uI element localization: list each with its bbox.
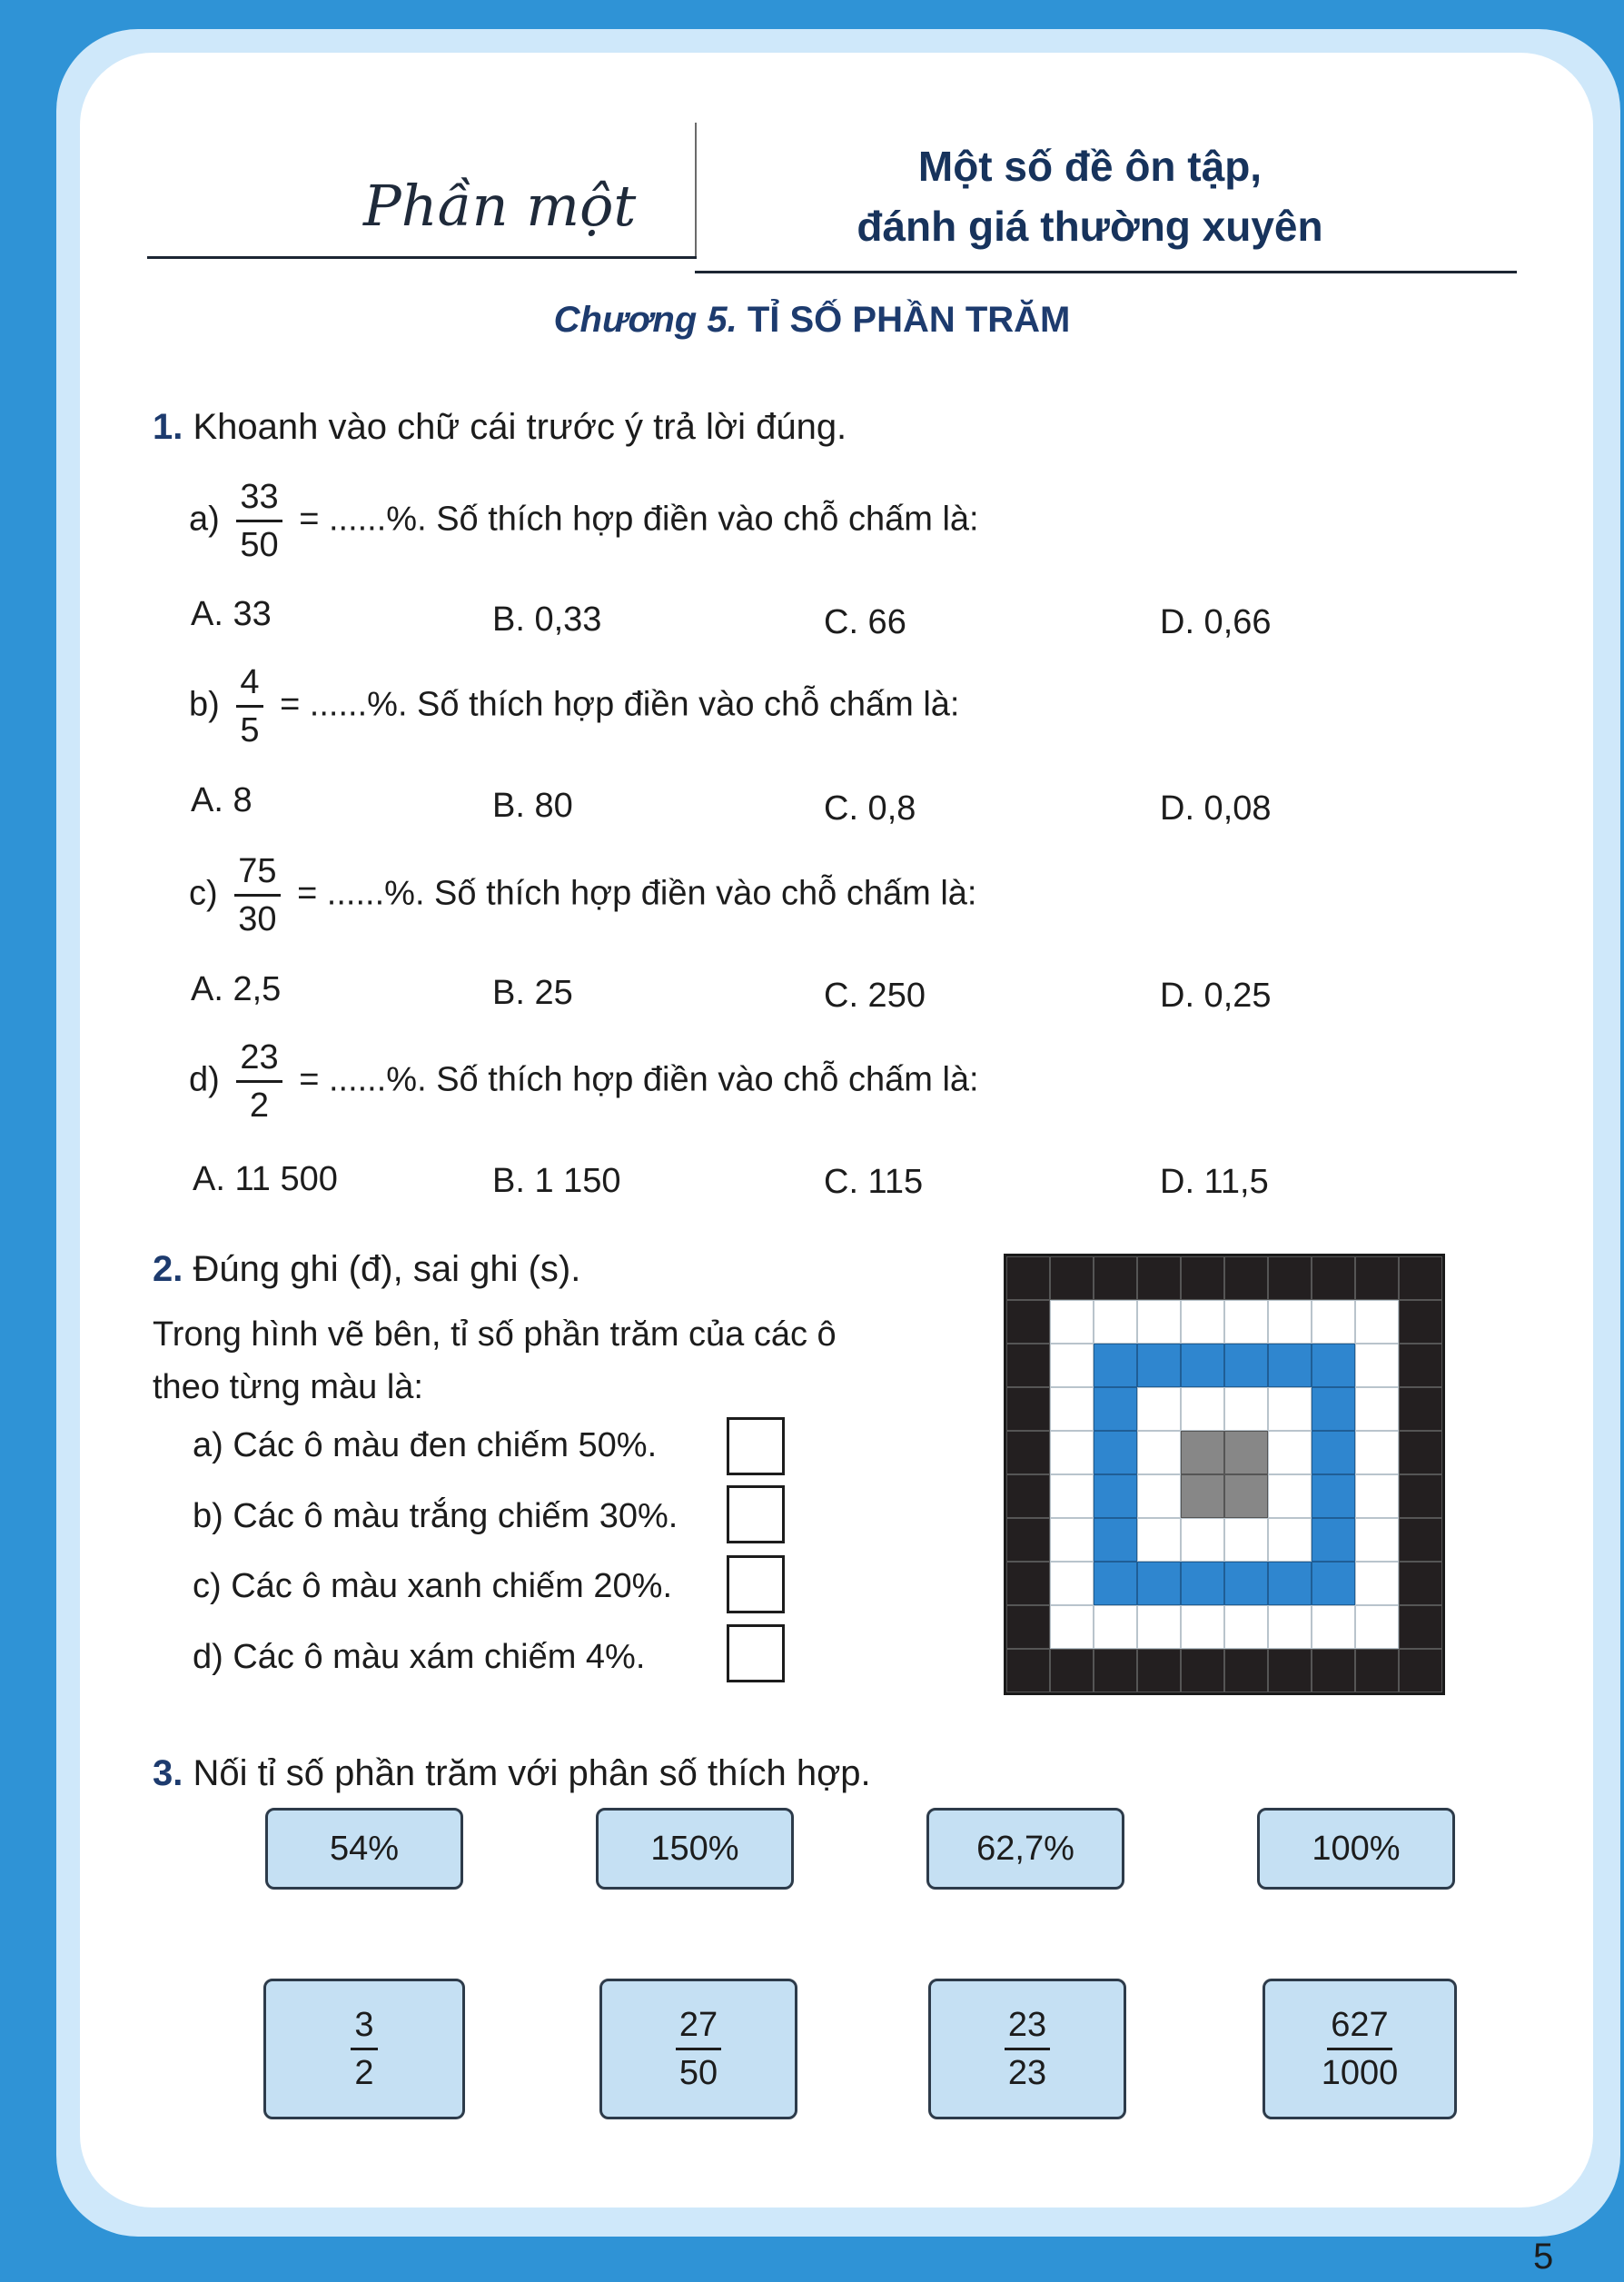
q1b-option-b[interactable]: B. 80 <box>492 787 573 825</box>
q2-answer-box-c[interactable] <box>727 1555 785 1613</box>
q2-statement-d: d) Các ô màu xám chiếm 4%. <box>193 1638 646 1676</box>
grid-cell <box>1137 1431 1181 1474</box>
fraction-card-3-value <box>1005 2008 1050 2090</box>
grid-cell <box>1399 1431 1442 1474</box>
header-rule-right <box>695 271 1517 273</box>
q1d-tail: = ......%. Số thích hợp điền vào chỗ chấm là: <box>299 1060 979 1099</box>
grid-cell <box>1268 1474 1312 1518</box>
grid-cell <box>1399 1300 1442 1344</box>
q1a-tail: = ......%. Số thích hợp điền vào chỗ chấm là: <box>299 500 979 539</box>
grid-cell <box>1094 1344 1137 1387</box>
q1d-option-a[interactable]: A. 11 500 <box>193 1160 338 1198</box>
grid-cell <box>1355 1649 1399 1692</box>
grid-cell <box>1006 1562 1050 1605</box>
q2-answer-box-b[interactable] <box>727 1485 785 1543</box>
q1b-option-c[interactable]: C. 0,8 <box>824 789 916 828</box>
q2-answer-box-a[interactable] <box>727 1417 785 1475</box>
grid-cell <box>1224 1344 1268 1387</box>
grid-cell <box>1224 1300 1268 1344</box>
q1d-label: d) <box>189 1060 220 1099</box>
grid-cell <box>1224 1649 1268 1692</box>
section-title <box>718 136 1462 256</box>
grid-cell <box>1312 1256 1355 1300</box>
grid-cell <box>1094 1300 1137 1344</box>
grid-cell <box>1224 1605 1268 1649</box>
percent-card-3[interactable]: 62,7% <box>926 1808 1124 1890</box>
q1c-option-a[interactable]: A. 2,5 <box>191 970 282 1008</box>
q1-number: 1. <box>153 407 183 447</box>
fraction-card-4[interactable] <box>1263 1979 1457 2119</box>
q2-intro-line2: theo từng màu là: <box>153 1368 423 1406</box>
grid-cell <box>1355 1605 1399 1649</box>
q3-number: 3. <box>153 1753 183 1793</box>
q2-intro <box>153 1308 837 1414</box>
q1-instruction: Khoanh vào chữ cái trước ý trả lời đúng. <box>193 407 847 447</box>
grid-cell <box>1181 1518 1224 1562</box>
grid-cell <box>1094 1605 1137 1649</box>
section-title-line2: đánh giá thường xuyên <box>857 203 1323 250</box>
grid-cell <box>1181 1431 1224 1474</box>
q1a-fraction <box>236 480 282 562</box>
grid-cell <box>1355 1562 1399 1605</box>
grid-cell <box>1137 1562 1181 1605</box>
q1c-option-b[interactable]: B. 25 <box>492 974 573 1012</box>
grid-cell <box>1312 1562 1355 1605</box>
grid-cell <box>1006 1474 1050 1518</box>
q1c-den: 30 <box>238 900 277 938</box>
q1b-option-d[interactable]: D. 0,08 <box>1160 789 1272 828</box>
grid-cell <box>1050 1649 1094 1692</box>
grid-cell <box>1094 1518 1137 1562</box>
grid-cell <box>1181 1344 1224 1387</box>
grid-cell <box>1224 1474 1268 1518</box>
grid-cell <box>1268 1344 1312 1387</box>
grid-cell <box>1312 1474 1355 1518</box>
q1b-option-a[interactable]: A. 8 <box>191 781 253 819</box>
grid-cell <box>1137 1300 1181 1344</box>
grid-cell <box>1399 1474 1442 1518</box>
grid-cell <box>1268 1387 1312 1431</box>
grid-cell <box>1355 1300 1399 1344</box>
grid-cell <box>1355 1474 1399 1518</box>
grid-cell <box>1181 1562 1224 1605</box>
q1a-num: 33 <box>236 480 282 522</box>
q1d-prompt <box>189 1040 979 1123</box>
grid-cell <box>1050 1605 1094 1649</box>
q1a-prompt <box>189 480 979 562</box>
q1b-tail: = ......%. Số thích hợp điền vào chỗ chấm là: <box>280 685 960 724</box>
grid-cell <box>1399 1605 1442 1649</box>
q1b-fraction <box>236 665 262 748</box>
grid-cell <box>1137 1387 1181 1431</box>
grid-cell <box>1312 1518 1355 1562</box>
grid-cell <box>1050 1387 1094 1431</box>
grid-cell <box>1399 1562 1442 1605</box>
grid-cell <box>1355 1256 1399 1300</box>
grid-cell <box>1006 1300 1050 1344</box>
fraction-card-1-value <box>351 2008 377 2090</box>
q3-heading <box>153 1753 871 1794</box>
q1c-label: c) <box>189 874 218 913</box>
grid-cell <box>1181 1256 1224 1300</box>
fraction-card-3-den: 23 <box>1007 2054 1047 2092</box>
grid-cell <box>1355 1344 1399 1387</box>
grid-cell <box>1224 1562 1268 1605</box>
q1d-option-d[interactable]: D. 11,5 <box>1160 1163 1269 1201</box>
grid-cell <box>1312 1344 1355 1387</box>
grid-cell <box>1224 1256 1268 1300</box>
grid-cell <box>1094 1387 1137 1431</box>
grid-cell <box>1050 1474 1094 1518</box>
grid-cell <box>1094 1431 1137 1474</box>
q3-instruction: Nối tỉ số phần trăm với phân số thích hợp. <box>193 1753 871 1793</box>
grid-cell <box>1181 1387 1224 1431</box>
q1c-num: 75 <box>234 854 280 897</box>
section-title-line1: Một số đề ôn tập, <box>917 143 1263 190</box>
grid-cell <box>1268 1605 1312 1649</box>
q1d-option-b[interactable]: B. 1 150 <box>492 1162 621 1200</box>
q1d-fraction <box>236 1040 282 1123</box>
grid-cell <box>1268 1256 1312 1300</box>
chapter-name: TỈ SỐ PHẦN TRĂM <box>747 300 1071 340</box>
grid-cell <box>1268 1300 1312 1344</box>
grid-cell <box>1399 1256 1442 1300</box>
fraction-card-4-num: 627 <box>1327 2008 1391 2050</box>
grid-cell <box>1181 1605 1224 1649</box>
fraction-card-3-num: 23 <box>1005 2008 1050 2050</box>
grid-cell <box>1050 1562 1094 1605</box>
fraction-card-2-num: 27 <box>676 2008 721 2050</box>
header-divider <box>695 123 697 259</box>
grid-cell <box>1399 1344 1442 1387</box>
grid-cell <box>1094 1474 1137 1518</box>
percent-card-4[interactable]: 100% <box>1257 1808 1455 1890</box>
grid-cell <box>1094 1562 1137 1605</box>
grid-cell <box>1355 1518 1399 1562</box>
q2-intro-line1: Trong hình vẽ bên, tỉ số phần trăm của các ô <box>153 1315 837 1354</box>
grid-cell <box>1137 1256 1181 1300</box>
grid-cell <box>1355 1431 1399 1474</box>
q2-instruction: Đúng ghi (đ), sai ghi (s). <box>193 1249 581 1289</box>
fraction-card-1[interactable] <box>263 1979 465 2119</box>
grid-cell <box>1006 1431 1050 1474</box>
grid-cell <box>1050 1300 1094 1344</box>
q1a-den: 50 <box>240 526 279 564</box>
grid-cell <box>1399 1518 1442 1562</box>
grid-cell <box>1268 1562 1312 1605</box>
page-number: 5 <box>1533 2237 1554 2277</box>
grid-cell <box>1006 1649 1050 1692</box>
grid-cell <box>1312 1300 1355 1344</box>
grid-cell <box>1355 1387 1399 1431</box>
q1c-option-d[interactable]: D. 0,25 <box>1160 977 1272 1015</box>
grid-cell <box>1094 1256 1137 1300</box>
percent-card-1[interactable]: 54% <box>265 1808 463 1890</box>
grid-cell <box>1224 1431 1268 1474</box>
fraction-card-2[interactable] <box>599 1979 797 2119</box>
q1d-den: 2 <box>249 1086 270 1125</box>
grid-cell <box>1050 1518 1094 1562</box>
grid-cell <box>1312 1387 1355 1431</box>
q1b-prompt <box>189 665 959 748</box>
q1a-label: a) <box>189 500 220 539</box>
q2-statement-b: b) Các ô màu trắng chiếm 30%. <box>193 1497 678 1535</box>
q1c-fraction <box>234 854 280 937</box>
grid-cell <box>1312 1649 1355 1692</box>
grid-cell <box>1224 1387 1268 1431</box>
grid-cell <box>1006 1605 1050 1649</box>
grid-cell <box>1006 1256 1050 1300</box>
header-rule-left <box>147 256 697 259</box>
fraction-card-4-value <box>1322 2008 1399 2090</box>
q2-heading <box>153 1249 580 1290</box>
grid-cell <box>1137 1649 1181 1692</box>
percent-card-2[interactable]: 150% <box>596 1808 794 1890</box>
grid-cell <box>1268 1431 1312 1474</box>
q1b-num: 4 <box>236 665 262 708</box>
grid-cell <box>1006 1518 1050 1562</box>
chapter-prefix: Chương 5. <box>553 300 738 340</box>
fraction-card-2-den: 50 <box>678 2054 718 2092</box>
grid-cell <box>1399 1649 1442 1692</box>
q1-heading <box>153 407 847 448</box>
q1a-option-a[interactable]: A. 33 <box>191 595 272 633</box>
grid-cell <box>1181 1474 1224 1518</box>
grid-cell <box>1268 1518 1312 1562</box>
grid-cell <box>1050 1431 1094 1474</box>
grid-cell <box>1268 1649 1312 1692</box>
fraction-card-3[interactable] <box>928 1979 1126 2119</box>
grid-cell <box>1137 1474 1181 1518</box>
q1b-den: 5 <box>240 711 260 749</box>
grid-cell <box>1137 1518 1181 1562</box>
chapter-title <box>0 300 1624 341</box>
q1a-option-c[interactable]: C. 66 <box>824 603 906 641</box>
grid-cell <box>1094 1649 1137 1692</box>
q1b-label: b) <box>189 685 220 724</box>
grid-cell <box>1312 1605 1355 1649</box>
grid-cell <box>1006 1344 1050 1387</box>
grid-cell <box>1050 1344 1094 1387</box>
q1a-option-d[interactable]: D. 0,66 <box>1160 603 1272 641</box>
color-grid-figure <box>1004 1254 1445 1695</box>
grid-cell <box>1181 1300 1224 1344</box>
grid-cell <box>1137 1605 1181 1649</box>
grid-cell <box>1181 1649 1224 1692</box>
q1d-option-c[interactable]: C. 115 <box>824 1163 924 1201</box>
fraction-card-1-num: 3 <box>351 2008 377 2050</box>
grid-cell <box>1137 1344 1181 1387</box>
grid-cell <box>1050 1256 1094 1300</box>
fraction-card-1-den: 2 <box>354 2054 374 2092</box>
grid-cell <box>1224 1518 1268 1562</box>
q2-statement-a: a) Các ô màu đen chiếm 50%. <box>193 1426 658 1464</box>
q1c-option-c[interactable]: C. 250 <box>824 977 926 1015</box>
q2-statement-c: c) Các ô màu xanh chiếm 20%. <box>193 1567 673 1605</box>
q2-number: 2. <box>153 1249 183 1289</box>
fraction-card-4-den: 1000 <box>1321 2054 1399 2092</box>
q2-answer-box-d[interactable] <box>727 1624 785 1682</box>
q1c-prompt <box>189 854 976 937</box>
q1a-option-b[interactable]: B. 0,33 <box>492 600 602 639</box>
grid-cell <box>1399 1387 1442 1431</box>
q1d-num: 23 <box>236 1040 282 1083</box>
grid-cell <box>1312 1431 1355 1474</box>
q1c-tail: = ......%. Số thích hợp điền vào chỗ chấm là: <box>297 874 977 913</box>
grid-cell <box>1006 1387 1050 1431</box>
part-title: Phần một <box>363 173 637 239</box>
fraction-card-2-value <box>676 2008 721 2090</box>
